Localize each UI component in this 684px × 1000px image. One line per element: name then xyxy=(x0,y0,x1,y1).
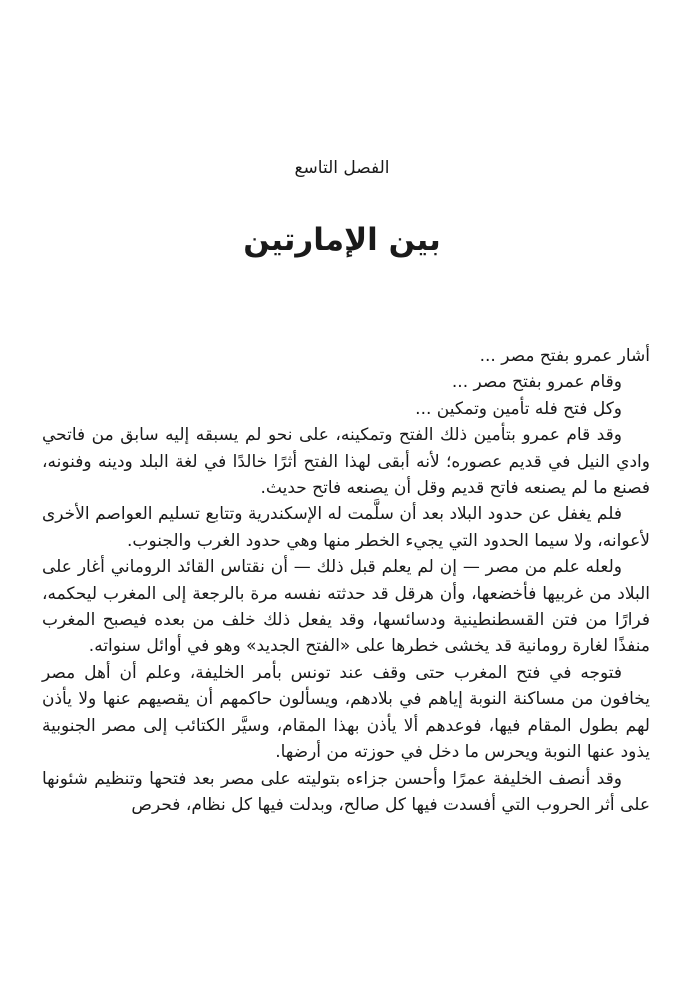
paragraph: فلم يغفل عن حدود البلاد بعد أن سلَّمت له الإسكندرية وتتابع تسليم العواصم الأخرى لأعوانه، ولا سيما الحدود التي يجيء الخطر منها وهي حدود الغرب والجنوب. xyxy=(42,504,650,551)
poem-line: أشار عمرو بفتح مصر ... xyxy=(479,346,650,366)
poem-line: وقام عمرو بفتح مصر ... xyxy=(451,372,622,393)
paragraph: فتوجه في فتح المغرب حتى وقف عند تونس بأمر الخليفة، وعلم أن أهل مصر يخافون من مساكنة النوبة إياهم في بلادهم، ويسألون حاكمهم أن يقصيهم عنها ولا يأذن لهم بطول المقام فيها، فوعدهم ألا يأذن بهذا المقام، وسيَّر الكتائب إلى مصر الجنوبية يذود عنها النوبة ويحرس ما دخل في حوزته من أرضها. xyxy=(42,662,650,763)
paragraph: وقد أنصف الخليفة عمرًا وأحسن جزاءه بتوليته على مصر بعد فتحها وتنظيم شئونها على أثر الحروب التي أفسدت فيها كل صالح، وبدلت فيها كل نظام، فحرص xyxy=(42,768,650,815)
chapter-number-label: الفصل التاسع xyxy=(294,158,390,178)
chapter-title: بين الإمارتين xyxy=(243,222,441,258)
paragraph: ولعله علم من مصر — إن لم يعلم قبل ذلك — أن نقتاس القائد الروماني أغار على البلاد من غربيها فأخضعها، وأن هرقل قد حدثته نفسه مرة بالرجعة إلى المغرب ليحكمه، فرارًا من فتن القسطنطينية ودسائسها، وقد يفعل ذلك خلف من بعده فيصبح المغرب منفذًا لغارة رومانية قد يخشى خطرها على «الفتح الجديد» وهو في أوائل سنواته. xyxy=(42,557,650,657)
paragraph: وقد قام عمرو بتأمين ذلك الفتح وتمكينه، على نحو لم يسبقه إليه سابق من فاتحي وادي النيل في قديم عصوره؛ لأنه أبقى لهذا الفتح أثرًا خالدًا في لغة البلد ودينه وفنونه، فصنع ما لم يصنعه فاتح قديم وقل أن يصنعه فاتح حديث. xyxy=(42,425,650,499)
chapter-body xyxy=(42,343,650,818)
poem-line: وكل فتح فله تأمين وتمكين ... xyxy=(415,398,622,419)
